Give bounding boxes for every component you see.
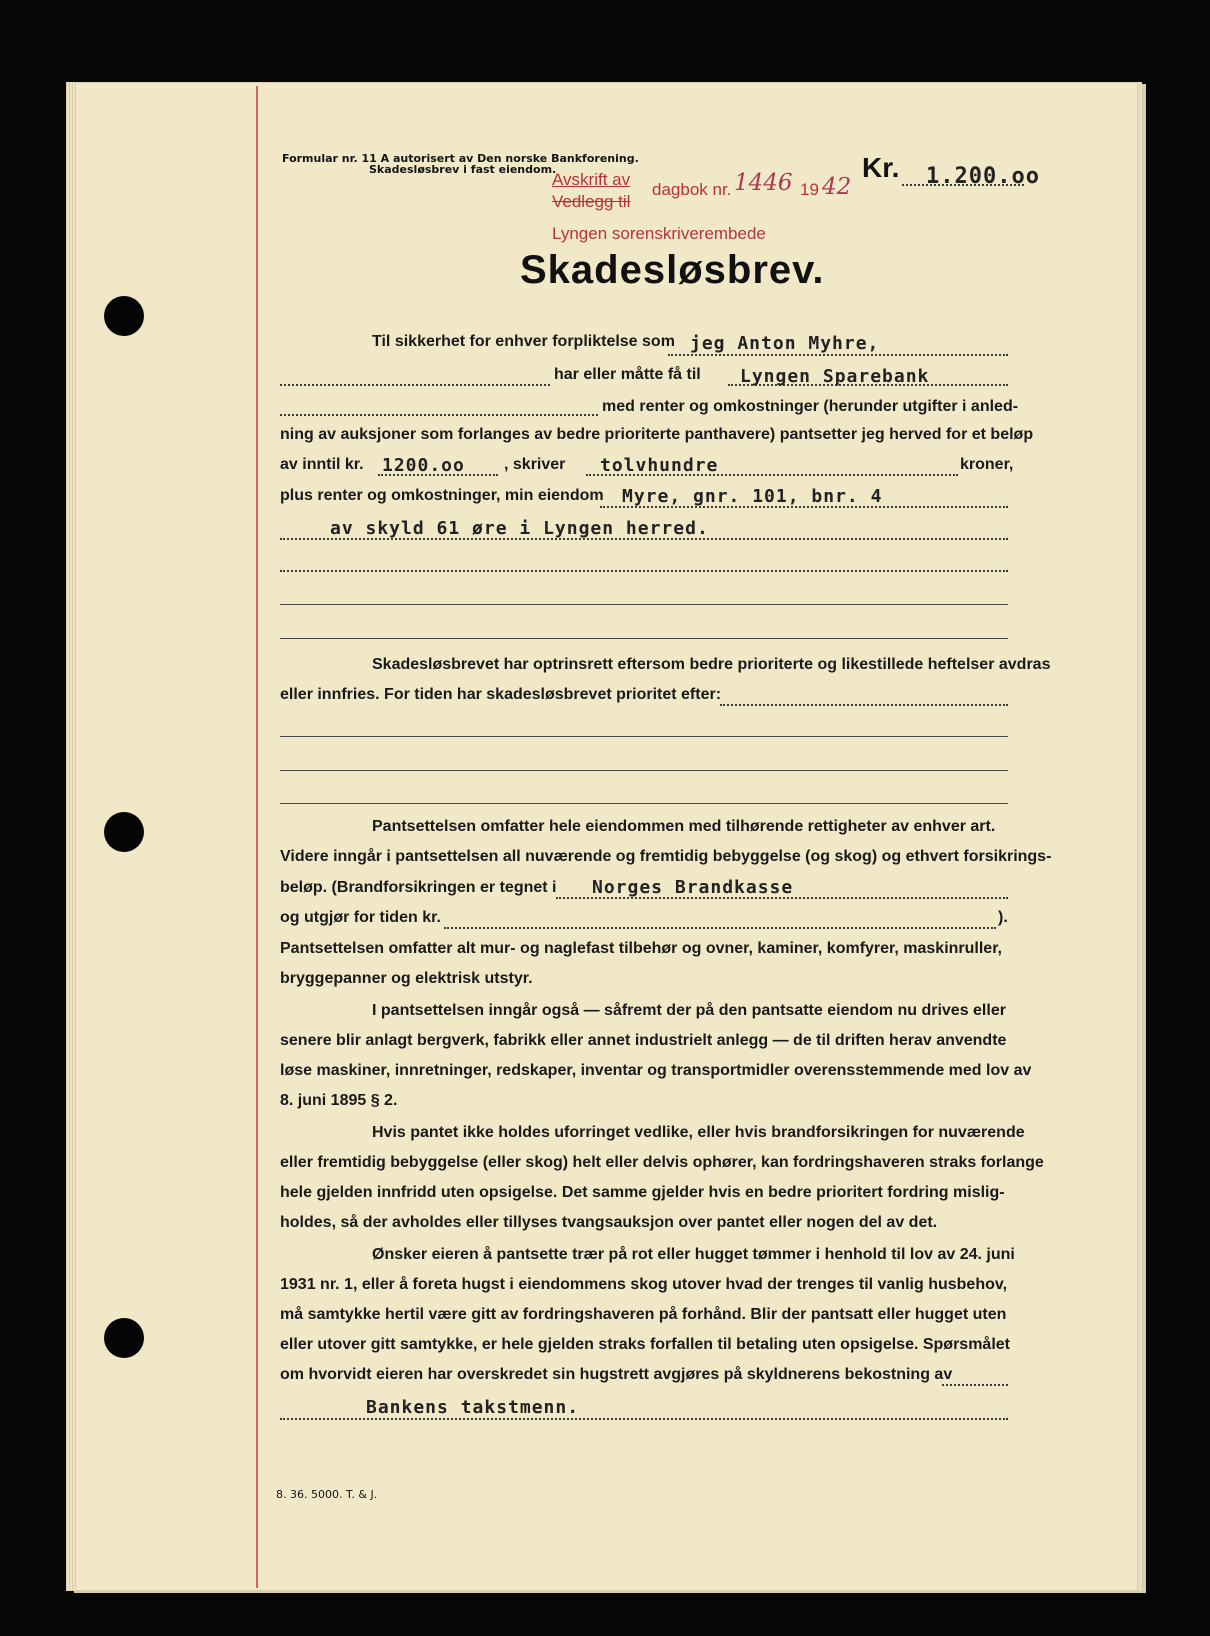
skog-line1: Ønsker eieren å pantsette trær på rot eller hugget tømmer i henhold til lov av 24. juni [372,1246,1015,1263]
skog-line5: om hvorvidt eieren har overskredet sin hugstrett avgjøres på skyldnerens bekostning av [280,1366,953,1383]
punch-hole-middle [104,812,144,852]
dagbok-number: 1446 [734,170,793,196]
industri-line3: løse maskiner, innretninger, redskaper, inventar og transportmidler overensstemmende med lov av [280,1062,1032,1079]
skog-line4: eller utover gitt samtykke, er hele gjelden straks forfallen til betaling uten opsigelse. Spørsmålet [280,1336,1010,1353]
punch-hole-bottom [104,1318,144,1358]
blank-line-3 [280,638,1008,639]
pant-line6: bryggepanner og elektrisk utstyr. [280,970,533,987]
amount-words: tolvhundre [600,455,719,476]
creditor-name: Lyngen Sparebank [740,366,930,387]
property-skyld: av skyld 61 øre i Lyngen herred. [330,518,709,539]
pant-line3: beløp. (Brandforsikringen er tegnet i [280,879,557,896]
skog-line3: må samtykke hertil være gitt av fordringshaveren på forhånd. Blir der pantsatt eller hugget uten [280,1306,1007,1323]
blank-line-2 [280,604,1008,605]
stamp-vedlegg: Vedlegg til [552,192,631,211]
industri-line1: I pantsettelsen inngår også — såfremt der på den pantsatte eiendom nu drives eller [372,1002,1006,1019]
debtor-line [668,354,1008,356]
form-header-line2: Skadesløsbrev i fast eiendom. [369,163,557,176]
stamp-year-prefix: 19 [800,180,819,199]
vedlike-line1: Hvis pantet ikke holdes uforringet vedlike, eller hvis brandforsikringen for nuværende [372,1124,1025,1141]
blank-line-1 [280,570,1008,572]
value-line [444,927,996,929]
insurer-name: Norges Brandkasse [592,877,794,898]
pant-line4-end: ). [998,909,1008,926]
vedlike-line3: hele gjelden innfridd uten opsigelse. Det samme gjelder hvis en bedre prioritert fordring mislig- [280,1184,1005,1201]
av-inntil-text: av inntil kr. [280,456,364,473]
amount-digits: 1200.oo [382,455,465,476]
priority-line1: Skadesløsbrevet har optrinsrett eftersom bedre prioriterte og likestillede heftelser avdras [372,656,1051,673]
ning-av-text: ning av auksjoner som forlanges av bedre prioriterte panthavere) pantsetter jeg herved for et beløp [280,426,1034,443]
dotline-b [280,414,598,416]
punch-hole-top [104,296,144,336]
form-header-line1: Formular nr. 11 A autorisert av Den norske Bankforening. [282,152,639,165]
priority-line [720,704,1008,706]
priority-blank-1 [280,736,1008,737]
har-eller-text: har eller måtte få til [554,366,701,383]
til-sikkerhet-text: Til sikkerhet for enhver forpliktelse som [372,333,675,350]
plus-renter-text: plus renter og omkostninger, min eiendom [280,487,604,504]
dotline-a [280,384,550,386]
priority-blank-2 [280,770,1008,771]
industri-line2: senere blir anlagt bergverk, fabrikk eller annet industrielt anlegg — de til driften herav anvendte [280,1032,1007,1049]
amount-value: 1.200.oo [926,164,1040,189]
property-name: Myre, gnr. 101, bnr. 4 [622,486,883,507]
debtor-name: jeg Anton Myhre, [690,333,880,354]
document-title: Skadesløsbrev. [520,248,825,292]
amount-dotline [902,184,1024,186]
vedlike-line4: holdes, så der avholdes eller tillyses tvangsauksjon over pantet eller nogen del av det. [280,1214,938,1231]
priority-line2: eller innfries. For tiden har skadesløsbrevet prioritet efter: [280,686,722,703]
skog-dotline [942,1384,1008,1386]
footer-printmark: 8. 36. 5000. T. & J. [276,1488,378,1501]
stamp-avskrift: Avskrift av [552,170,631,189]
stamp-dagbok: dagbok nr. [652,180,732,199]
margin-line [256,86,258,1588]
stamp-office: Lyngen sorenskriverembede [552,224,766,243]
amount-label: Kr. [862,152,900,183]
pant-line2: Videre inngår i pantsettelsen all nuværende og fremtidig bebyggelse (og skog) og ethvert forsikrings- [280,848,1052,865]
assessor-name: Bankens takstmenn. [366,1397,580,1418]
pant-line1: Pantsettelsen omfatter hele eiendommen med tilhørende rettigheter av enhver art. [372,818,996,835]
industri-line4: 8. juni 1895 § 2. [280,1092,398,1109]
vedlike-line2: eller fremtidig bebyggelse (eller skog) helt eller delvis ophører, kan fordringshaveren straks forlange [280,1154,1044,1171]
assessor-line [280,1418,1008,1420]
kroner-text: kroner, [960,456,1014,473]
dagbok-year: 42 [822,174,852,200]
skog-line2: 1931 nr. 1, eller å foreta hugst i eiendommens skog utover hvad der trenges til vanlig husbehov, [280,1276,1008,1293]
pant-line4: og utgjør for tiden kr. [280,909,441,926]
pant-line5: Pantsettelsen omfatter alt mur- og naglefast tilbehør og ovner, kaminer, komfyrer, maskinruller, [280,940,1002,957]
priority-blank-3 [280,803,1008,804]
med-renter-text: med renter og omkostninger (herunder utgifter i anled- [602,398,1019,415]
document-page [66,82,1138,1591]
skriver-text: , skriver [504,456,566,473]
